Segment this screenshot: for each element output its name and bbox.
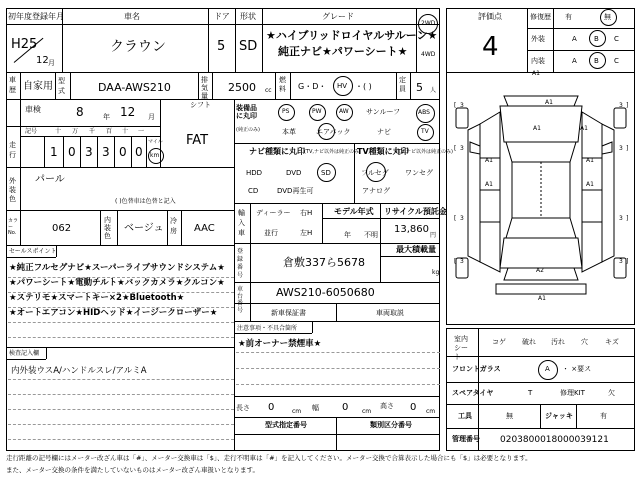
equip-pw: PW (312, 108, 322, 115)
diagram-label-2: A1 (545, 99, 553, 106)
diagram-label-9: A2 (536, 267, 544, 274)
car-damage-diagram (446, 72, 635, 325)
width-unit: cm (362, 408, 372, 415)
diagram-label-4: A1 (580, 125, 588, 132)
mileage-digit-3: 3 (85, 145, 93, 159)
fuel-label: 燃料 (279, 76, 286, 93)
mileage-label: 走行 (9, 141, 16, 159)
inspector-notes: 内外装ウスA/ハンドルスレ/アルミA (11, 366, 147, 376)
sheet-hole: 穴 (581, 338, 588, 346)
bracket-ml-num: 3 (460, 145, 464, 152)
max-load-label: 最大積載量 (396, 245, 436, 254)
fuel-other: ・( ) (355, 82, 372, 91)
length-value: 0 (268, 402, 275, 413)
fuel-hv: HV (337, 82, 348, 90)
repair-yes: 有 (565, 13, 572, 21)
ac-value: AAC (194, 223, 215, 234)
interior-sheet-label: 室内シート (454, 335, 468, 361)
equip-airbag: エアバック (316, 128, 351, 136)
sheet-scratch: キズ (605, 338, 619, 346)
repair-no: 無 (604, 13, 611, 21)
car-name: クラウン (110, 39, 166, 55)
equip-aw: AW (339, 108, 349, 115)
inspection-year-unit: 年 (103, 113, 110, 121)
interior-label: 内装色 (104, 216, 111, 240)
equip-ps: PS (282, 108, 290, 115)
interior-value: ベージュ (124, 223, 164, 234)
mileage-digit-4: 3 (102, 145, 110, 159)
import-left: 左H (300, 229, 313, 237)
spare-missing: 欠 (608, 389, 615, 397)
diagram-label-10: A1 (538, 295, 546, 302)
mileage-unit-10man: 十 (55, 128, 62, 135)
reg-month: 12 (36, 55, 49, 66)
mile-label: マイル (148, 139, 163, 145)
recycle-value: 13,860 (394, 224, 429, 235)
mileage-unit-juu: 十 (122, 128, 129, 135)
interior-grade-c: C (614, 57, 619, 65)
model-code: DAA-AWS210 (98, 81, 171, 94)
km-label: km (150, 152, 160, 159)
tv-sublabel: (TV,ナビ以外は純正のみ) (396, 149, 453, 155)
exterior-grade-label: 外装 (531, 35, 545, 43)
navi-hdd: HDD (246, 169, 263, 177)
navi-dvd: DVD (286, 169, 302, 177)
length-label: 長さ (236, 404, 250, 412)
car-name-label: 車名 (124, 12, 140, 21)
control-number-label: 管理番号 (452, 435, 480, 443)
equipment-sublabel: (純正のみ) (236, 127, 260, 133)
recycle-label: リサイクル預託金 (384, 207, 447, 216)
plate-label: 登録番号 (237, 248, 244, 279)
diagram-label-5: A1 (485, 157, 493, 164)
navi-cd: CD (248, 187, 259, 195)
footer-line-1: 走行距離の記号欄にはメーター改ざん車は「#」、メーター交換車は「$」、走行不明車は「#」を記入してください。メーター交換で合算表示した場合にも「$」は必要となります。 (6, 454, 532, 462)
capacity-label: 定員 (399, 76, 406, 93)
inspection-month: 12 (120, 105, 136, 119)
import-right: 右H (300, 209, 313, 217)
mileage-unit-hyaku: 百 (106, 128, 113, 135)
mileage-digit-6: 0 (135, 145, 143, 159)
tv-label: TV種類に丸印 (357, 147, 409, 156)
equip-leather: 本革 (282, 128, 296, 136)
bracket-rl: [ (454, 215, 457, 222)
chassis-value: AWS210-6050680 (276, 286, 375, 299)
equipment-label: 装備品に丸印 (236, 104, 257, 120)
rating-value: 4 (482, 32, 499, 62)
use-label: 車歴 (9, 76, 16, 94)
exterior-grade-c: C (614, 35, 619, 43)
footer-line-2: また、メーター交換の条件を満たしていないものはメーター改ざん車扱いとなります。 (6, 466, 259, 474)
sheet-stain: 汚れ (551, 338, 565, 346)
spare-repair-kit: 修理KIT (560, 389, 585, 397)
mileage-digit-5: 0 (119, 145, 127, 159)
diagram-label-7: A1 (485, 181, 493, 188)
bracket-fr-num: 3 (619, 102, 623, 109)
bracket-mr-num: 3 (619, 145, 623, 152)
fuel-options: G・D・ (298, 82, 327, 91)
equip-navi: ナビ (377, 128, 391, 136)
navi-dvd-play: DVD再生可 (277, 187, 314, 195)
door-count: 5 (217, 39, 226, 54)
color-code-label: カラーNo. (8, 218, 19, 236)
tv-fullseg: フルセグ (361, 169, 389, 177)
plate-value: 倉敷337ら5678 (283, 256, 365, 269)
equip-abs: ABS (418, 109, 430, 116)
control-number-value: 0203800018000039121 (500, 435, 609, 445)
displacement-unit: cc (265, 87, 272, 94)
height-value: 0 (410, 402, 417, 413)
sales-point-1: ★純正フルセグナビ★スーパーライブサウンドシステム★ (9, 263, 225, 273)
door-label: ドア (214, 12, 230, 21)
notes-label: 注意事項・不具合箇所 (237, 325, 298, 332)
mileage-digit-1: 1 (50, 145, 58, 159)
width-value: 0 (342, 402, 349, 413)
navi-sd: SD (321, 169, 331, 177)
displacement-label: 排気量 (201, 76, 208, 100)
shape-label: 形状 (240, 12, 256, 21)
rating-label: 評価点 (478, 12, 502, 21)
reg-month-unit: 月 (48, 59, 55, 67)
windshield-other: ・ ×要ス (562, 365, 592, 373)
navi-sublabel: (TV,ナビ以外は純正のみ) (304, 149, 361, 155)
type-number-label: 型式指定番号 (265, 421, 307, 429)
mileage-unit-man: 万 (72, 128, 79, 135)
ac-label: 冷房 (170, 217, 177, 235)
interior-grade-b: B (594, 57, 599, 65)
sales-point-4: ★オートエアコン★HIDヘッド★イージークローザー★ (9, 308, 218, 318)
drive-2wd: 2WD (421, 20, 436, 27)
capacity-value: 5 (416, 81, 423, 94)
notes-value: ★前オーナー禁煙車★ (238, 339, 322, 349)
bracket-bl: [ (454, 258, 457, 265)
reg-year-label: 初年度登録年月 (8, 12, 64, 21)
grade-line-1: ★ハイブリッドロイヤルサルーン★ (266, 29, 438, 42)
max-load-unit: kg (432, 269, 440, 276)
model-year-unknown: 不明 (364, 231, 378, 239)
inspector-label: 検査記入欄 (9, 350, 40, 357)
jack-label: ジャッキ (545, 412, 573, 420)
recycle-unit: 円 (430, 232, 437, 239)
bracket-br: ] (626, 258, 629, 265)
inspection-year: 8 (76, 105, 84, 119)
shift-label: シフト (190, 101, 211, 109)
windshield-a: A (545, 365, 550, 373)
sales-point-2: ★パワーシート★電動チルト★バックカメラ★クルコン★ (9, 278, 225, 288)
sheet-burn: コゲ (492, 338, 506, 346)
bracket-fl-num: 3 (460, 102, 464, 109)
tv-analog: アナログ (362, 187, 390, 195)
repair-label: 修復歴 (530, 13, 551, 21)
bracket-bl-num: 3 (460, 258, 464, 265)
mileage-unit-sen: 千 (89, 128, 96, 135)
exterior-value: パール (35, 174, 65, 185)
sales-points-label: セールスポイント (9, 248, 57, 255)
import-parallel: 並行 (264, 229, 278, 237)
warranty-label: 新車保証書 (271, 309, 306, 317)
width-label: 幅 (312, 404, 319, 412)
exterior-label: 外装色 (9, 177, 16, 203)
diagram-label-6: A1 (586, 157, 594, 164)
mileage-symbol-label: 記号 (25, 128, 38, 135)
diagram-label-8: A1 (586, 181, 594, 188)
bracket-mr: ] (626, 145, 629, 152)
import-dealer: ディーラー (256, 209, 291, 217)
length-unit: cm (292, 408, 302, 415)
model-year-unit: 年 (344, 231, 351, 239)
model-label: 型式 (58, 77, 65, 95)
tools-label: 工具 (458, 412, 472, 420)
sheet-tear: 破れ (522, 338, 536, 346)
reg-era-year: H25 (11, 37, 38, 52)
displacement-value: 2500 (228, 81, 256, 94)
grade-line-2: 純正ナビ★パワーシート★ (278, 45, 408, 58)
spare-tire-label: スペアタイヤ (452, 389, 494, 397)
shift-value: FAT (186, 133, 209, 148)
chassis-label: 車台番号 (237, 286, 244, 314)
bracket-fr: ] (626, 102, 629, 109)
drive-4wd: 4WD (421, 51, 436, 58)
inspection-month-unit: 月 (148, 113, 155, 121)
height-label: 高さ (380, 402, 394, 410)
diagram-label-3: A1 (533, 125, 541, 132)
use-value: 自家用 (23, 81, 53, 92)
color-code-value: 062 (52, 223, 72, 234)
equip-sunroof: サンルーフ (366, 108, 401, 116)
mileage-digit-2: 0 (68, 145, 76, 159)
tv-oneseg: ワンセグ (405, 169, 433, 177)
bracket-br-num: 3 (619, 258, 623, 265)
exterior-note: ( )色替車は色替と記入 (115, 198, 176, 205)
grade-label: グレード (322, 12, 354, 21)
exterior-grade-a: A (572, 35, 577, 43)
class-number-label: 類別区分番号 (370, 421, 412, 429)
windshield-label: フロントガラス (452, 365, 501, 373)
navi-label: ナビ種類に丸印 (249, 147, 305, 156)
tools-value: 無 (506, 412, 513, 420)
bracket-rr: ] (626, 215, 629, 222)
bracket-rl-num: 3 (460, 215, 464, 222)
body-shape: SD (239, 39, 258, 54)
equip-tv: TV (421, 128, 429, 135)
manual-label: 車両取説 (376, 309, 404, 317)
jack-value: 有 (600, 412, 607, 420)
spare-t: T (528, 389, 533, 397)
inspection-label: 車検 (25, 105, 41, 114)
bracket-fl: [ (454, 102, 457, 109)
capacity-unit: 人 (430, 87, 437, 94)
diagram-label-1: A1 (532, 70, 540, 77)
import-label: 輸入車 (238, 209, 245, 237)
model-year-label: モデル年式 (334, 207, 374, 216)
sales-point-3: ★ステリモ★スマートキー×2★Bluetooth★ (9, 293, 185, 303)
height-unit: cm (426, 408, 436, 415)
bracket-rr-num: 3 (619, 215, 623, 222)
bracket-ml: [ (454, 145, 457, 152)
exterior-grade-b: B (594, 35, 599, 43)
interior-grade-label: 内装 (531, 57, 545, 65)
interior-grade-a: A (572, 57, 577, 65)
mileage-unit-ichi: 一 (138, 128, 145, 135)
